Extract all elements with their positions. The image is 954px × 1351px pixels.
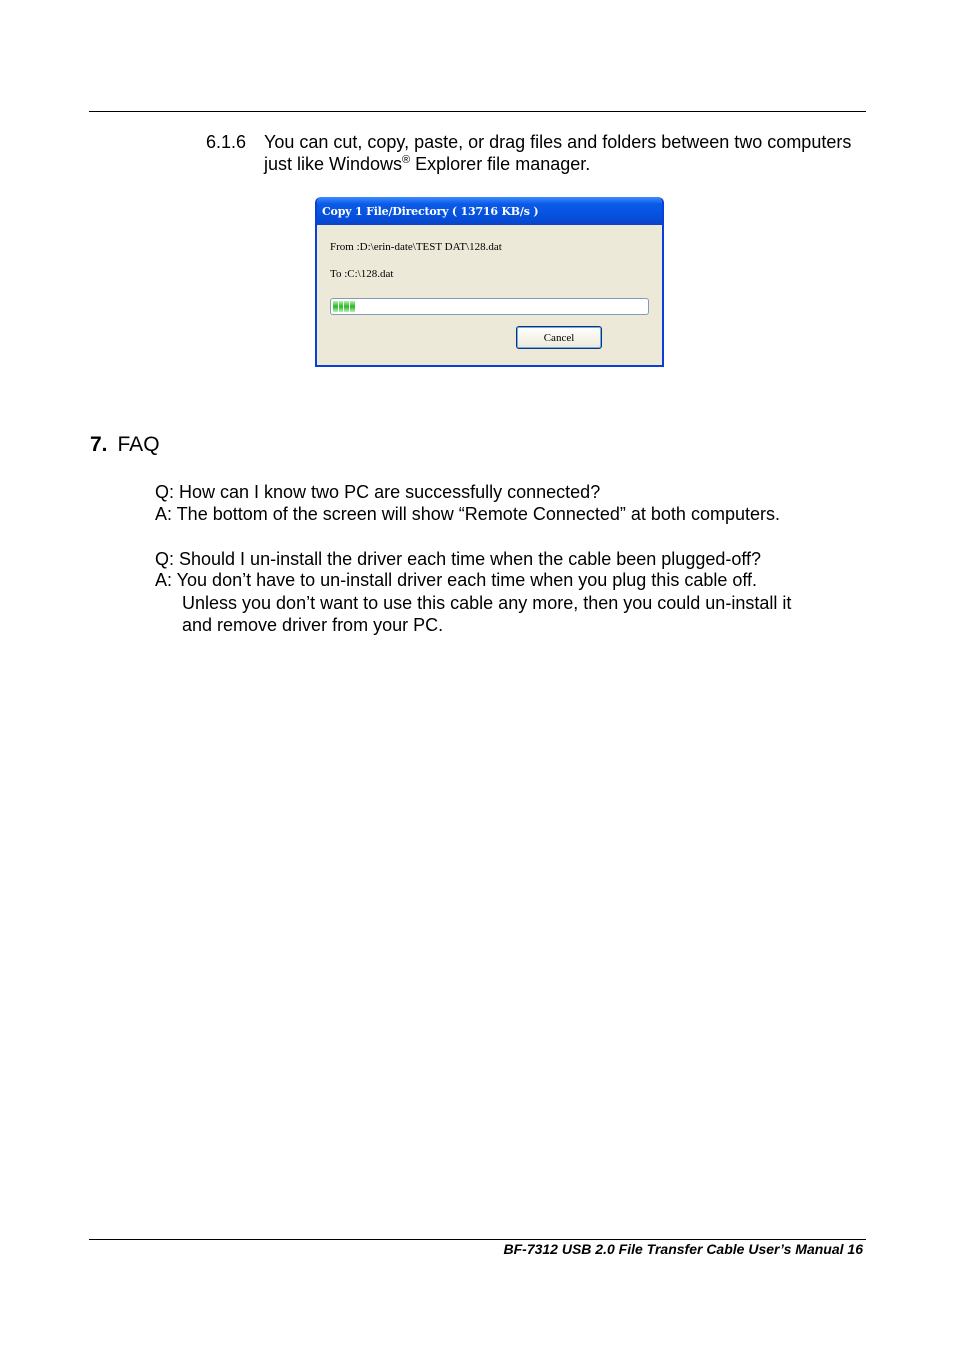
cancel-button[interactable]: Cancel — [516, 326, 602, 349]
destination-path-label: To :C:\128.dat — [330, 268, 394, 280]
faq-heading — [90, 432, 160, 458]
progress-segment — [339, 301, 344, 312]
header-rule — [89, 111, 866, 112]
faq-question-2: Q: Should I un-install the driver each time when the cable been plugged-off? — [155, 549, 762, 569]
section-number: 6.1.6 — [206, 132, 247, 152]
faq-number: 7. — [90, 433, 108, 456]
progress-segment — [344, 301, 349, 312]
progress-segment — [333, 301, 338, 312]
faq-answer-2-line-1: A: You don’t have to un-install driver each time when you plug this cable off. — [155, 570, 758, 590]
faq-answer-1: A: The bottom of the screen will show “Remote Connected” at both computers. — [155, 504, 780, 524]
copy-progress-dialog — [315, 197, 664, 367]
section-text-after: Explorer file manager. — [410, 154, 591, 174]
faq-title: FAQ — [117, 433, 160, 456]
dialog-title: Copy 1 File/Directory ( 13716 KB/s ) — [322, 204, 539, 218]
copy-progress-bar — [330, 298, 649, 315]
registered-mark: ® — [402, 154, 411, 166]
page-footer: BF-7312 USB 2.0 File Transfer Cable User’s Manual 16 — [503, 1241, 863, 1257]
dialog-titlebar[interactable] — [317, 197, 662, 225]
progress-fill — [333, 301, 355, 312]
section-text-before: You can cut, copy, paste, or drag files and folders between two computers just like Windows — [264, 132, 852, 174]
faq-answer-2-line-3: and remove driver from your PC. — [182, 615, 444, 635]
section-paragraph — [264, 131, 854, 175]
progress-segment — [350, 301, 355, 312]
faq-answer-2-line-2: Unless you don’t want to use this cable any more, then you could un-install it — [182, 593, 792, 613]
faq-question-1: Q: How can I know two PC are successfully connected? — [155, 482, 601, 502]
source-path-label: From :D:\erin-date\TEST DAT\128.dat — [330, 241, 502, 253]
